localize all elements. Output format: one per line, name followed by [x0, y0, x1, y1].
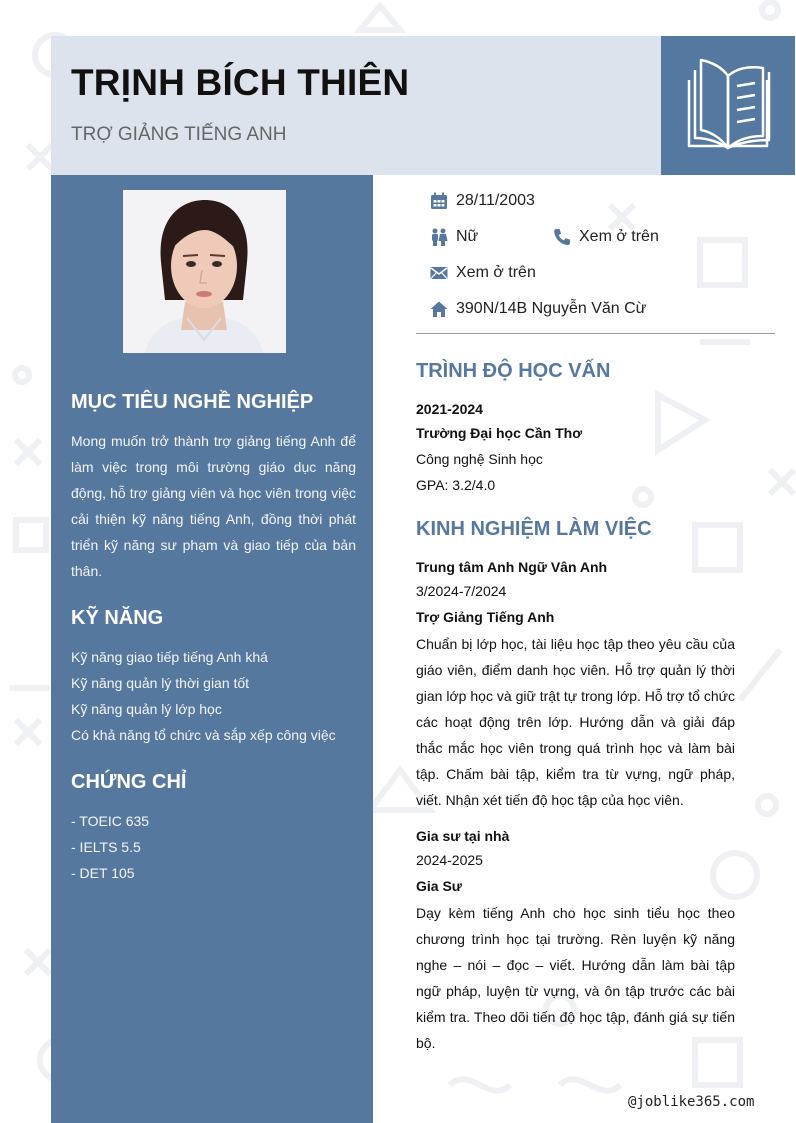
calendar-icon: [430, 192, 448, 210]
education-gpa: GPA: 3.2/4.0: [416, 477, 496, 493]
skills-title: KỸ NĂNG: [71, 607, 164, 629]
phone-row: [553, 225, 659, 249]
cert-item: - DET 105: [71, 865, 135, 881]
birthday-value: 28/11/2003: [456, 192, 535, 209]
experience-title: KINH NGHIỆM LÀM VIỆC: [416, 518, 652, 540]
skill-item: Kỹ năng quản lý lớp học: [71, 701, 222, 717]
skill-item: Kỹ năng giao tiếp tiếng Anh khá: [71, 649, 268, 665]
objective-text: Mong muốn trở thành trợ giảng tiếng Anh để làm việc trong môi trường giáo dục năng động, hỗ trợ giảng viên và học viên trong việc cải thiện kỹ năng tiếng Anh, đồng thời phát triển kỹ năng sư phạm và giao tiếp của bản thân.: [71, 433, 356, 579]
job-entry: [416, 555, 735, 813]
job-period: 2024-2025: [416, 852, 483, 868]
contact-divider: [416, 333, 775, 334]
address-row: [430, 297, 646, 321]
skill-item: Có khả năng tổ chức và sắp xếp công việc: [71, 727, 336, 743]
job-title: TRỢ GIẢNG TIẾNG ANH: [71, 124, 287, 145]
skills-list: [71, 644, 361, 748]
education-major: Công nghệ Sinh học: [416, 451, 543, 467]
job-position: Gia Sư: [416, 878, 462, 894]
job-company: Gia sư tại nhà: [416, 828, 510, 844]
profile-photo: [123, 190, 286, 353]
education-title: TRÌNH ĐỘ HỌC VẤN: [416, 360, 611, 382]
job-position: Trợ Giảng Tiếng Anh: [416, 609, 555, 625]
education-period: 2021-2024: [416, 401, 483, 417]
email-value: Xem ở trên: [456, 264, 536, 281]
education-school: Trường Đại học Cần Thơ: [416, 425, 583, 441]
certs-title: CHỨNG CHỈ: [71, 771, 187, 793]
cert-item: - TOEIC 635: [71, 813, 150, 829]
book-icon: [681, 58, 775, 154]
job-description: Chuẩn bị lớp học, tài liệu học tập theo yêu cầu của giáo viên, điểm danh học viên. Hỗ trợ quản lý thời gian lớp học và giữ trật tự trong lớp. Hỗ trợ tổ chức các hoạt động trên lớp. Hướng dẫn và giải đáp thắc mắc học viên trong quá trình học và làm bài tập. Chấm bài tập, kiểm tra từ vựng, ngữ pháp, viết. Nhận xét tiến độ học tập của học viên.: [416, 636, 735, 808]
gender-value: Nữ: [456, 228, 479, 245]
education-block: [416, 397, 735, 497]
certs-list: [71, 808, 361, 886]
envelope-icon: [430, 264, 448, 282]
job-description: Dạy kèm tiếng Anh cho học sinh tiểu học theo chương trình học tại trường. Rèn luyện kỹ năng nghe – nói – đọc – viết. Hướng dẫn làm bài tập ngữ pháp, luyện từ vựng, và ôn tập trước các bài kiểm tra. Theo dõi tiến độ học tập, đánh giá sự tiến bộ.: [416, 905, 735, 1051]
gender-icon: [430, 228, 448, 246]
skill-item: Kỹ năng quản lý thời gian tốt: [71, 675, 250, 691]
job-period: 3/2024-7/2024: [416, 583, 507, 599]
header-banner: [51, 36, 661, 175]
address-value: 390N/14B Nguyễn Văn Cừ: [456, 300, 647, 317]
birthday-row: [430, 189, 535, 213]
home-icon: [430, 300, 448, 318]
footer-watermark: @joblike365.com: [628, 1094, 755, 1110]
sidebar: [51, 175, 373, 1123]
gender-row: [430, 225, 478, 249]
job-entry: [416, 824, 735, 1056]
phone-icon: [553, 228, 571, 246]
phone-value: Xem ở trên: [579, 228, 659, 245]
candidate-name: TRỊNH BÍCH THIÊN: [71, 62, 410, 103]
job-company: Trung tâm Anh Ngữ Vân Anh: [416, 559, 608, 575]
cert-item: - IELTS 5.5: [71, 839, 141, 855]
objective-title: MỤC TIÊU NGHỀ NGHIỆP: [71, 391, 314, 413]
email-row: [430, 261, 536, 285]
book-icon-box: [661, 36, 795, 175]
